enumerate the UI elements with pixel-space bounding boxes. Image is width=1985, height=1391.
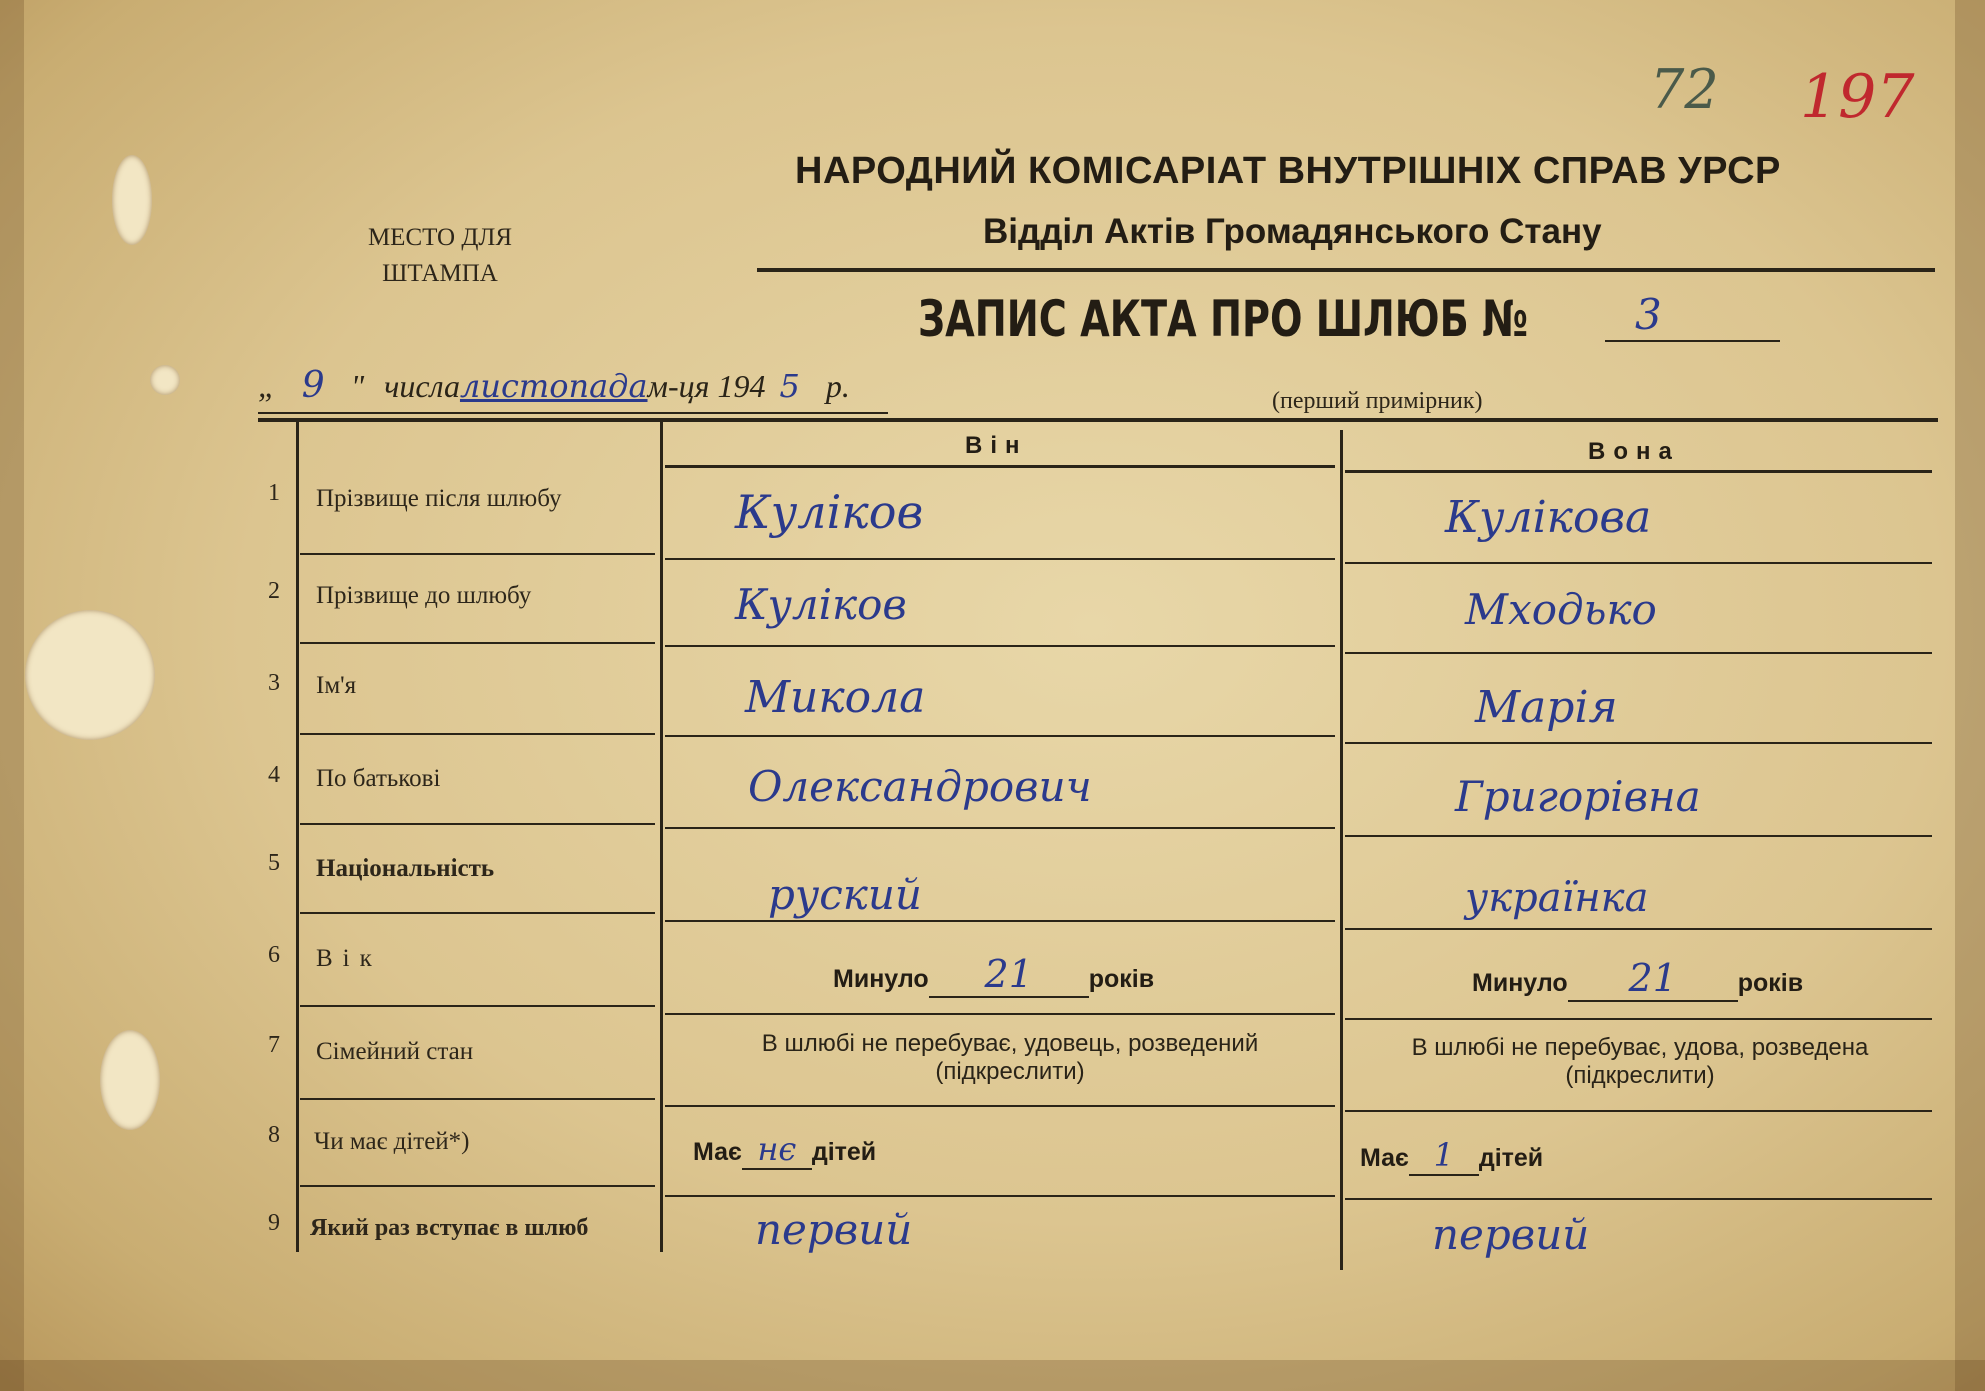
right-edge-stain xyxy=(1955,0,1985,1391)
record-number: 3 xyxy=(1635,290,1662,339)
she-first-name: Марія xyxy=(1475,682,1618,733)
he-surname-after: Куліков xyxy=(735,485,924,539)
she-children-field xyxy=(1360,1136,1543,1176)
row-number: 7 xyxy=(268,1032,280,1058)
date-day: 9 xyxy=(301,365,325,406)
he-column-rule xyxy=(1340,430,1343,1270)
quote-open: „ xyxy=(258,368,276,404)
he-header-rule xyxy=(665,465,1335,468)
she-marital-hint: (підкреслити) xyxy=(1565,1062,1715,1089)
table-top-rule xyxy=(258,418,1938,422)
children-prefix: Має xyxy=(693,1138,742,1166)
children-suffix: дітей xyxy=(1478,1144,1544,1172)
row-number: 2 xyxy=(268,578,280,604)
row-rule xyxy=(665,735,1335,737)
label-first-name: Ім'я xyxy=(316,672,357,699)
row-rule xyxy=(300,823,655,825)
row-rule xyxy=(1345,652,1932,654)
label-surname-after: Прізвище після шлюбу xyxy=(316,485,562,512)
he-children-value: нє xyxy=(742,1130,812,1170)
she-surname-after: Кулікова xyxy=(1445,492,1652,543)
stamp-line-2: ШТАМПА xyxy=(382,260,498,287)
row-number: 1 xyxy=(268,480,280,506)
label-children: Чи має дітей*) xyxy=(314,1128,470,1155)
binding-tear xyxy=(150,365,180,395)
row-rule xyxy=(665,1105,1335,1107)
row-rule xyxy=(665,645,1335,647)
he-age-value: 21 xyxy=(929,952,1089,998)
she-nationality: українка xyxy=(1465,875,1649,921)
label-nationality: Національність xyxy=(316,855,495,882)
column-header-she: Вона xyxy=(1588,438,1680,465)
row-rule xyxy=(300,1098,655,1100)
row-rule xyxy=(1345,742,1932,744)
row-rule xyxy=(1345,562,1932,564)
stamp-placeholder xyxy=(330,220,550,292)
she-marital-status xyxy=(1350,1034,1930,1090)
row-number: 5 xyxy=(268,850,280,876)
label-marriage-count: Який раз вступає в шлюб xyxy=(310,1215,589,1241)
row-number: 8 xyxy=(268,1122,280,1148)
label-patronymic: По батькові xyxy=(316,765,441,792)
age-prefix: Минуло xyxy=(1472,969,1568,997)
row-rule xyxy=(1345,1198,1932,1200)
row-number: 9 xyxy=(268,1210,280,1236)
row-number: 3 xyxy=(268,670,280,696)
record-number-underline xyxy=(1605,340,1780,342)
row-rule xyxy=(1345,1018,1932,1020)
row-rule xyxy=(300,1185,655,1187)
he-marriage-count: первий xyxy=(755,1205,913,1254)
ministry-heading: НАРОДНИЙ КОМІСАРІАТ ВНУТРІШНІХ СПРАВ УРСР xyxy=(795,150,1781,192)
he-age-field xyxy=(833,952,1154,998)
label-surname-before: Прізвище до шлюбу xyxy=(316,582,532,609)
archive-number-red: 197 xyxy=(1800,62,1915,132)
row-rule xyxy=(665,1013,1335,1015)
she-children-value: 1 xyxy=(1409,1136,1479,1176)
row-rule xyxy=(300,553,655,555)
row-number: 4 xyxy=(268,762,280,788)
children-suffix: дітей xyxy=(811,1138,877,1166)
archive-number-pencil: 72 xyxy=(1650,58,1719,121)
row-rule xyxy=(665,1195,1335,1197)
date-line xyxy=(258,365,850,406)
row-rule xyxy=(1345,928,1932,930)
day-word: числа xyxy=(384,368,460,404)
row-rule xyxy=(665,920,1335,922)
row-rule xyxy=(1345,835,1932,837)
row-rule xyxy=(665,558,1335,560)
row-rule xyxy=(1345,1110,1932,1112)
row-rule xyxy=(300,912,655,914)
header-rule xyxy=(757,268,1935,272)
age-prefix: Минуло xyxy=(833,965,929,993)
month-suffix: м-ця 194 xyxy=(647,368,766,404)
label-column-rule xyxy=(660,422,663,1252)
he-children-field xyxy=(693,1130,876,1170)
she-marital-options: В шлюбі не перебуває, удова, розведена xyxy=(1411,1034,1869,1061)
number-column-rule xyxy=(296,422,299,1252)
age-suffix: років xyxy=(1088,965,1155,993)
he-patronymic: Олександрович xyxy=(748,762,1092,811)
children-prefix: Має xyxy=(1360,1144,1409,1172)
row-rule xyxy=(300,733,655,735)
copy-note: (перший примірник) xyxy=(1272,388,1483,414)
year-suffix: р. xyxy=(825,368,850,404)
label-marital-status: Сімейний стан xyxy=(316,1038,474,1065)
binding-tear xyxy=(100,1030,160,1130)
he-first-name: Микола xyxy=(745,672,926,723)
binding-tear xyxy=(112,155,152,245)
he-marital-status xyxy=(690,1030,1330,1086)
department-heading: Відділ Актів Громадянського Стану xyxy=(983,212,1602,251)
date-year-digit: 5 xyxy=(779,367,800,405)
quote-close: " xyxy=(350,368,365,404)
bottom-edge-stain xyxy=(0,1360,1985,1391)
row-rule xyxy=(665,827,1335,829)
date-month: листопада xyxy=(459,367,648,405)
label-age: Вік xyxy=(316,945,382,972)
binding-tear xyxy=(25,610,155,740)
left-edge-stain xyxy=(0,0,24,1391)
he-marital-hint: (підкреслити) xyxy=(935,1058,1085,1085)
stamp-line-1: МЕСТО ДЛЯ xyxy=(367,224,513,251)
he-marital-options: В шлюбі не перебуває, удовець, розведений xyxy=(761,1030,1259,1057)
row-rule xyxy=(300,1005,655,1007)
row-rule xyxy=(300,642,655,644)
he-nationality: руский xyxy=(768,870,922,919)
he-surname-before: Куліков xyxy=(735,580,907,629)
row-number: 6 xyxy=(268,942,280,968)
she-age-value: 21 xyxy=(1568,956,1738,1002)
age-suffix: років xyxy=(1737,969,1804,997)
she-patronymic: Григорівна xyxy=(1455,772,1701,821)
she-marriage-count: первий xyxy=(1432,1210,1590,1259)
she-surname-before: Мходько xyxy=(1465,585,1657,634)
date-underline xyxy=(258,412,888,414)
she-age-field xyxy=(1472,956,1803,1002)
she-header-rule xyxy=(1345,470,1932,473)
document-title: ЗАПИС АКТА ПРО ШЛЮБ № xyxy=(918,290,1529,348)
column-header-he: Він xyxy=(965,432,1028,459)
